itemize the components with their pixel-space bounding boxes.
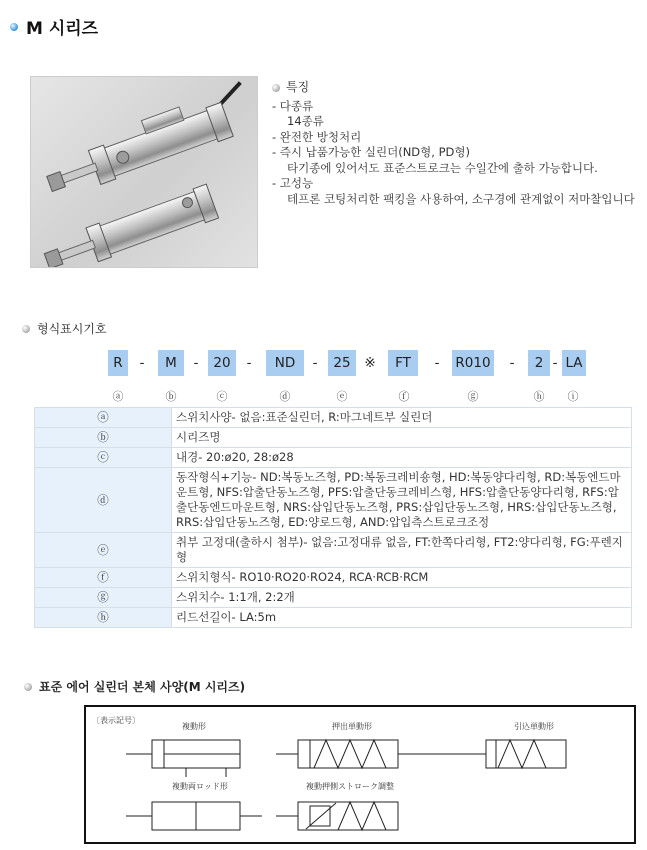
feature-item: - 고성능 — [272, 176, 314, 190]
product-photo — [30, 76, 258, 268]
spec-value: 스위치수- 1:1개, 2:2개 — [172, 588, 632, 608]
spec-key: ⓖ — [35, 588, 172, 608]
code-separator: ※ — [364, 355, 376, 371]
code-marker: ⓕ — [398, 390, 410, 403]
code-marker: ⓓ — [279, 390, 291, 403]
code-box: 25 — [328, 350, 356, 376]
spec-value: 내경- 20:ø20, 28:ø28 — [172, 448, 632, 468]
code-box: 2 — [528, 350, 550, 376]
body-spec-heading: 표준 에어 실린더 본체 사양(M 시리즈) — [24, 678, 245, 695]
bullet-icon — [24, 683, 32, 691]
spec-value: 시리즈명 — [172, 428, 632, 448]
code-marker: ⓑ — [165, 390, 177, 403]
table-row — [35, 568, 632, 588]
feature-item: - 다종류 — [272, 98, 314, 113]
code-marker: ⓔ — [336, 390, 348, 403]
code-separator: - — [139, 355, 145, 371]
code-marker: ⓖ — [467, 390, 479, 403]
code-separator: - — [509, 355, 515, 371]
table-row — [35, 533, 632, 568]
feature-detail: 14종류 — [287, 114, 324, 128]
symbol-pull-single — [486, 740, 566, 768]
diagram-label-pull-single: 引込単動形 — [514, 722, 554, 731]
spec-value: 동작형식+기능- ND:복동노즈형, PD:복동크레비숑형, HD:복동양다리형, RD:복동엔드마운트형, NFS:압출단동노즈형, PFS:압출단동크레비스형, HFS:압출단동양다리형, RFS:압출단동엔드마운트형, NRS:삽입단동노즈형, PRS:삽입단동노즈형, HRS:삽입단동노즈형, RRS:삽입단동노즈형, ED:양로드형, AND:압입측스트로크조정 — [172, 468, 632, 533]
code-box: LA — [562, 350, 586, 376]
table-row — [35, 428, 632, 448]
feature-item: - 즉시 납품가능한 실린더(ND형, PD형) — [272, 145, 470, 159]
code-separator: - — [434, 355, 440, 371]
code-marker: ⓗ — [533, 390, 545, 403]
code-separator: - — [312, 355, 318, 371]
table-row — [35, 408, 632, 428]
feature-item: - 완전한 방청처리 — [272, 129, 362, 144]
features-heading: 특징 — [272, 80, 642, 96]
bullet-icon — [272, 84, 280, 92]
code-separator: - — [552, 355, 558, 371]
code-box: FT — [388, 350, 418, 376]
code-marker: ⓐ — [112, 390, 124, 403]
spec-key: ⓑ — [35, 428, 172, 448]
code-marker: ⓘ — [567, 390, 579, 403]
code-box: M — [158, 350, 184, 376]
spec-key: ⓔ — [35, 533, 172, 568]
bullet-icon — [22, 325, 30, 333]
feature-detail: 타기종에 있어서도 표준스트로크는 수일간에 출하 가능합니다. — [287, 160, 598, 175]
code-box: R010 — [452, 350, 494, 376]
model-code-heading: 형식표시기호 — [22, 320, 107, 337]
table-row — [35, 608, 632, 628]
spec-table — [34, 407, 632, 628]
code-separator: - — [193, 355, 199, 371]
table-row — [35, 588, 632, 608]
spec-value: 리드선길이- LA:5m — [172, 608, 632, 628]
code-box: ND — [266, 350, 304, 376]
features-panel — [272, 80, 642, 207]
cylinder-photo-illustration — [31, 77, 257, 267]
code-separator: - — [246, 355, 252, 371]
code-box: R — [108, 350, 128, 376]
diagram-legend-label: 〔表示記号〕 — [92, 716, 140, 725]
code-box: 20 — [208, 350, 236, 376]
spec-value: 취부 고정대(출하시 첨부)- 없음:고정대류 없음, FT:한쪽다리형, FT2:양다리형, FG:푸렌지형 — [172, 533, 632, 568]
bullet-icon — [10, 23, 18, 31]
spec-key: ⓐ — [35, 408, 172, 428]
diagram-label-stroke-adjust: 複動押側ストローク調整 — [306, 782, 394, 791]
spec-key: ⓕ — [35, 568, 172, 588]
spec-key: ⓒ — [35, 448, 172, 468]
spec-key: ⓗ — [35, 608, 172, 628]
spec-value: 스위치형식- RO10·RO20·RO24, RCA·RCB·RCM — [172, 568, 632, 588]
symbol-diagram — [84, 705, 636, 844]
table-row — [35, 448, 632, 468]
cylinder-symbols — [86, 707, 634, 842]
spec-key: ⓓ — [35, 468, 172, 533]
spec-value: 스위치사양- 없음:표준실린더, R:마그네트부 실린더 — [172, 408, 632, 428]
diagram-label-double-acting: 複動形 — [182, 722, 206, 731]
page-title — [10, 14, 98, 39]
page-title-text: M 시리즈 — [26, 19, 99, 39]
feature-detail: 테프론 코팅처리한 팩킹을 사용하여, 소구경에 관계없이 저마찰입니다 — [287, 191, 635, 206]
code-marker: ⓒ — [216, 390, 228, 403]
diagram-label-push-single: 押出単動形 — [332, 722, 372, 731]
diagram-label-double-rod: 複動両ロッド形 — [172, 782, 228, 791]
table-row — [35, 468, 632, 533]
